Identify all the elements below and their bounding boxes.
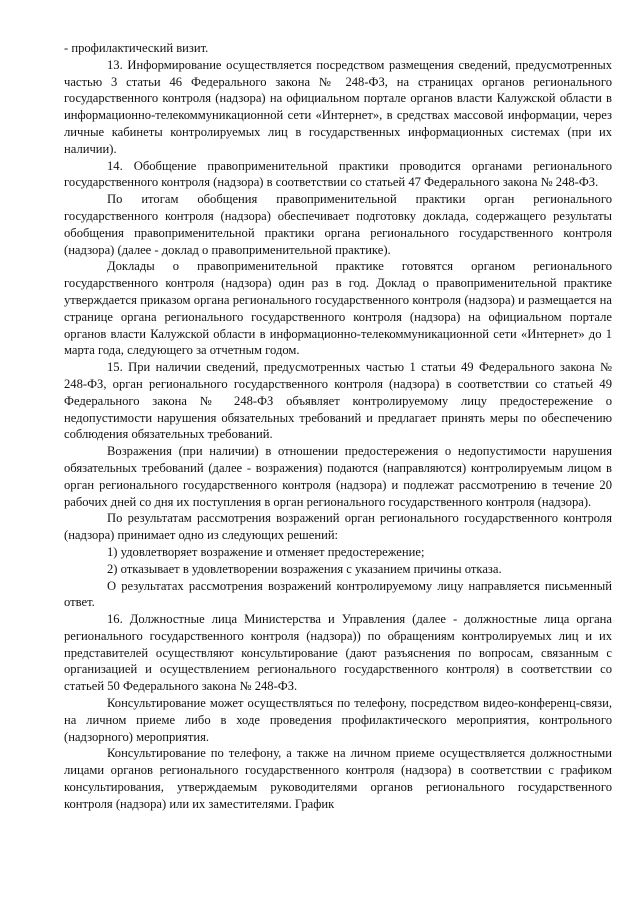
paragraph-14-generalization: 14. Обобщение правоприменительной практики проводится органами регионального государственного контроля (надзора) в соответствии со статьей 47 Федерального закона № 248-ФЗ. bbox=[64, 158, 612, 190]
document-page bbox=[64, 40, 612, 813]
paragraph-report-annual: Доклады о правоприменительной практике готовятся органом регионального государственного контроля (надзора) один раз в год. Доклад о правоприменительной практике утверждается приказом органа регионального государственного контроля (надзора) и размещается на странице органа регионального государственного контроля (надзора) на официальном портале органов власти Калужской области в информационно-телекоммуникационной сети «Интернет» до 1 марта года, следующего за отчетным годом. bbox=[64, 259, 612, 358]
paragraph-decision-2: 2) отказывает в удовлетворении возражения с указанием причины отказа. bbox=[107, 561, 502, 576]
paragraph-objections: Возражения (при наличии) в отношении предостережения о недопустимости нарушения обязательных требований (далее - возражения) подаются (направляются) контролируемым лицом в орган регионального государственного контроля (надзора) и подлежат рассмотрению в течение 20 рабочих дней со дня их поступления в орган регионального государственного контроля (надзора). bbox=[64, 444, 612, 509]
paragraph-consulting-schedule: Консультирование по телефону, а также на личном приеме осуществляется должностными лицами органов регионального государственного контроля (надзора) в соответствии с графиком консультирования, утверждаемым руководителями органов регионального государственного контроля (надзора) или их заместителями. График bbox=[64, 746, 612, 811]
paragraph-16-consulting: 16. Должностные лица Министерства и Управления (далее - должностные лица органа регионального государственного контроля (надзора)) по обращениям контролируемых лиц и их представителей осуществляют консультирование (дают разъяснения по вопросам, связанным с организацией и осуществлением регионального государственного контроля) в соответствии со статьей 50 Федерального закона № 248-ФЗ. bbox=[64, 612, 612, 694]
paragraph-13-informing: 13. Информирование осуществляется посредством размещения сведений, предусмотренных частью 3 статьи 46 Федерального закона № 248-ФЗ, на страницах органов регионального государственного контроля (надзора) на официальном портале органов власти Калужской области в информационно-телекоммуникационной сети «Интернет», в средствах массовой информации, через личные кабинеты контролируемых лиц в государственных информационных системах (при их наличии). bbox=[64, 57, 612, 156]
paragraph-15-warning: 15. При наличии сведений, предусмотренных частью 1 статьи 49 Федерального закона № 248-ФЗ, орган регионального государственного контроля (надзора) в соответствии со статьей 49 Федерального закона № 248-ФЗ объявляет контролируемому лицу предостережение о недопустимости нарушения обязательных требований и предлагает принять меры по обеспечению соблюдения обязательных требований. bbox=[64, 360, 612, 442]
paragraph-report-preparation: По итогам обобщения правоприменительной практики орган регионального государственного контроля (надзора) обеспечивает подготовку доклада, содержащего результаты обобщения правоприменительной практики органа регионального государственного контроля (надзора) (далее - доклад о правоприменительной практике). bbox=[64, 192, 612, 257]
paragraph-written-answer: О результатах рассмотрения возражений контролируемому лицу направляется письменный ответ. bbox=[64, 578, 612, 610]
paragraph-list-item-visit: - профилактический визит. bbox=[64, 41, 209, 55]
paragraph-objection-decisions: По результатам рассмотрения возражений орган регионального государственного контроля (надзора) принимает одно из следующих решений: bbox=[64, 511, 612, 543]
paragraph-decision-1: 1) удовлетворяет возражение и отменяет предостережение; bbox=[107, 544, 425, 559]
paragraph-consulting-methods: Консультирование может осуществляться по телефону, посредством видео-конференц-связи, на личном приеме либо в ходе проведения профилактического мероприятия, контрольного (надзорного) мероприятия. bbox=[64, 696, 612, 744]
